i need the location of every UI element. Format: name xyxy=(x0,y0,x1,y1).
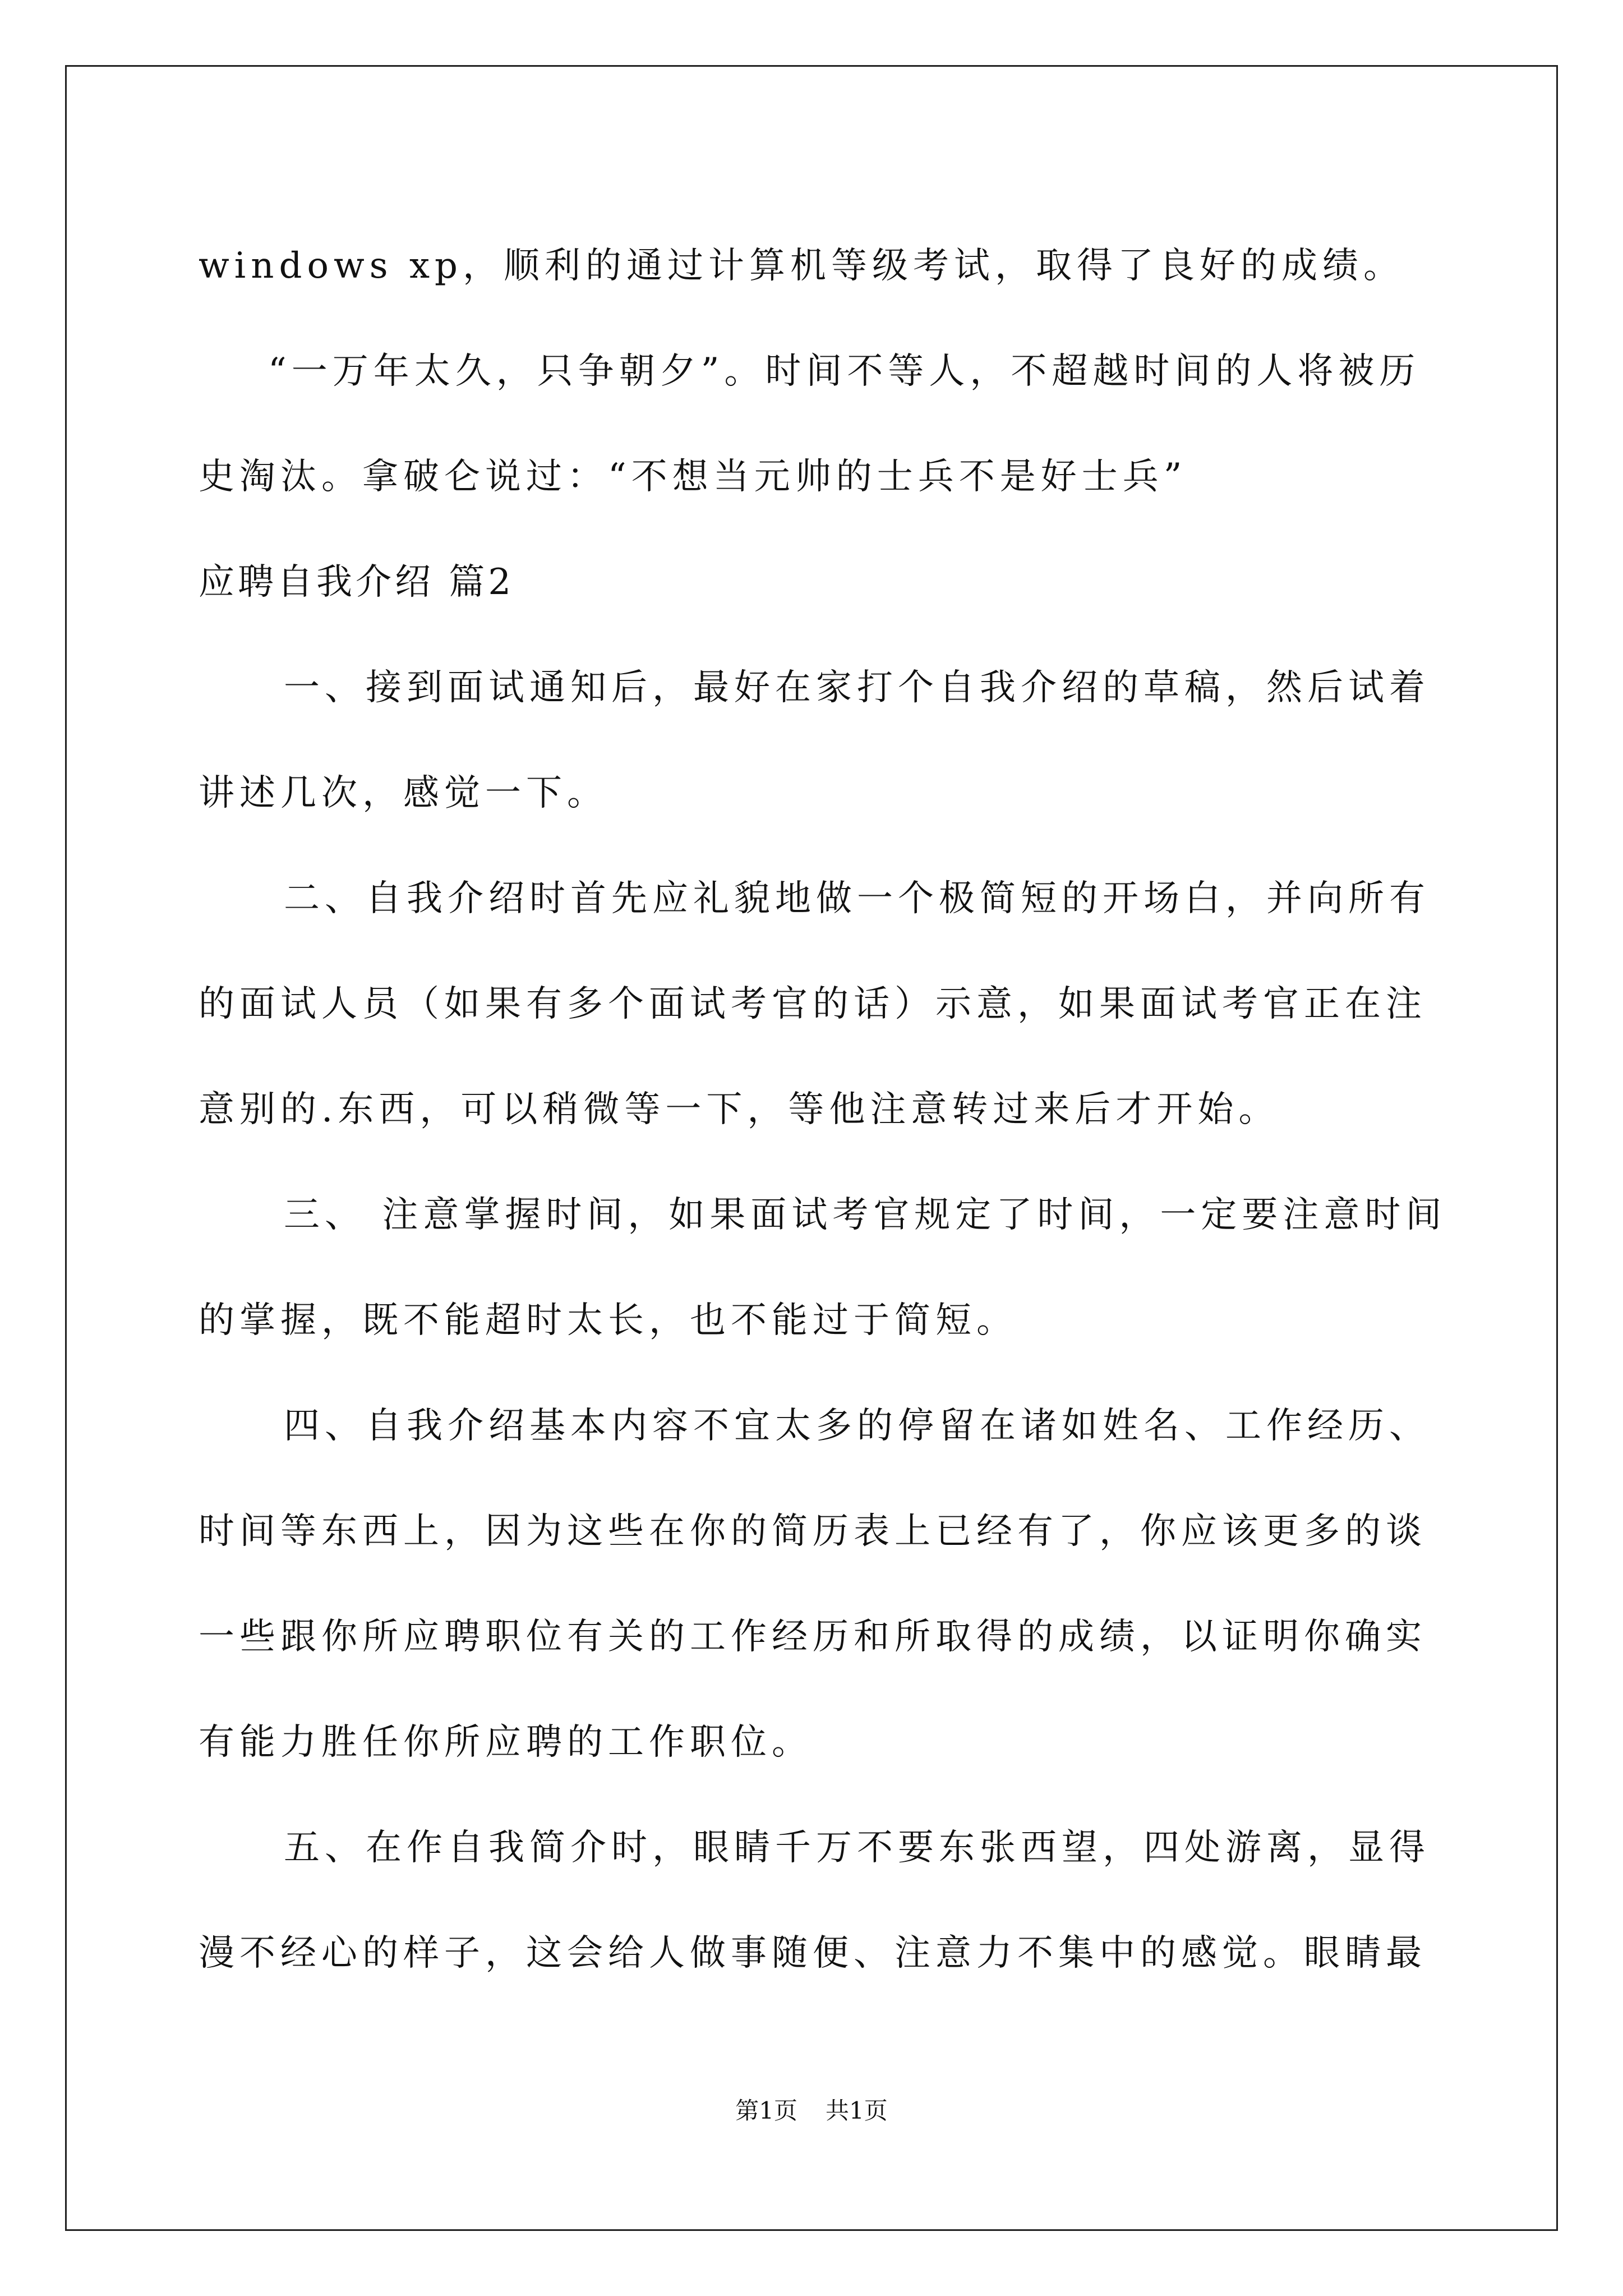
paragraph-line: 讲述几次，感觉一下。 xyxy=(199,772,608,814)
paragraph-line: 的掌握，既不能超时太长，也不能过于简短。 xyxy=(199,1300,1017,1341)
paragraph-line: 五、在作自我简介时，眼睛千万不要东张西望，四处游离，显得 xyxy=(284,1827,1430,1869)
section-heading: 应聘自我介绍 篇2 xyxy=(199,562,515,603)
page-total: 共1页 xyxy=(826,2097,888,2124)
paragraph-line: 一、接到面试通知后，最好在家打个自我介绍的草稿，然后试着 xyxy=(284,667,1430,708)
paragraph-line: 意别的.东西，可以稍微等一下，等他注意转过来后才开始。 xyxy=(199,1089,1280,1130)
document-body xyxy=(199,213,1447,2006)
paragraph-line: 史淘汰。拿破仑说过：“不想当元帅的士兵不是好士兵” xyxy=(199,456,1187,498)
paragraph-line: 四、自我介绍基本内容不宜太多的停留在诸如姓名、工作经历、 xyxy=(284,1405,1430,1447)
paragraph-line: 有能力胜任你所应聘的工作职位。 xyxy=(199,1722,813,1763)
paragraph-line: 的面试人员（如果有多个面试考官的话）示意，如果面试考官正在注 xyxy=(199,983,1427,1025)
paragraph-line: 三、 注意掌握时间，如果面试考官规定了时间，一定要注意时间 xyxy=(284,1194,1447,1236)
page-number: 第1页 xyxy=(735,2097,797,2124)
paragraph-line: 时间等东西上，因为这些在你的简历表上已经有了，你应该更多的谈 xyxy=(199,1511,1427,1552)
paragraph-line: 二、自我介绍时首先应礼貌地做一个极简短的开场白，并向所有 xyxy=(284,878,1430,919)
paragraph-line: windows xp，顺利的通过计算机等级考试，取得了良好的成绩。 xyxy=(199,245,1404,287)
paragraph-line: “一万年太久，只争朝夕”。时间不等人，不超越时间的人将被历 xyxy=(268,351,1421,392)
paragraph-line: 一些跟你所应聘职位有关的工作经历和所取得的成绩，以证明你确实 xyxy=(199,1616,1427,1658)
page-footer xyxy=(0,2092,1623,2126)
paragraph-line: 漫不经心的样子，这会给人做事随便、注意力不集中的感觉。眼睛最 xyxy=(199,1932,1427,1974)
